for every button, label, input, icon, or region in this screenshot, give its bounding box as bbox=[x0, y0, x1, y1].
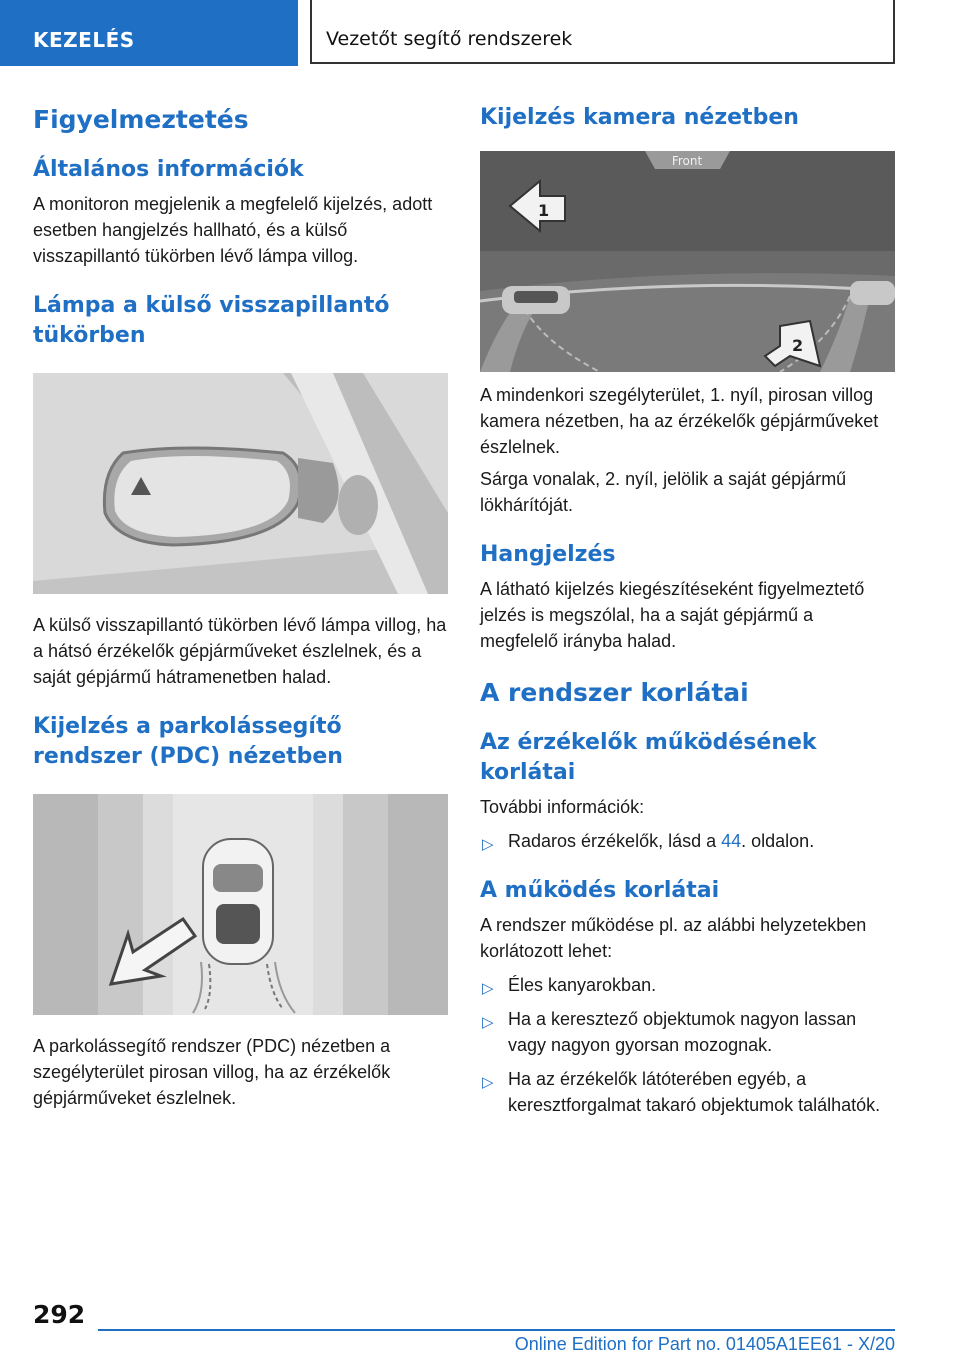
right-column bbox=[480, 100, 895, 1118]
camera-figure bbox=[480, 151, 895, 372]
section-title-warning: Figyelmeztetés bbox=[33, 105, 249, 134]
camera-text-1: A mindenkori szegélyterület, 1. nyíl, pirosan villog kamera nézetben, ha az érzékelők gépjárműveket észlelnek. bbox=[480, 385, 879, 457]
pdc-caption: A parkolássegítő rendszer (PDC) nézetben a szegélyterület pirosan villog, ha az érzékelők gépjárműveket észlelnek. bbox=[33, 1036, 391, 1108]
page-number: 292 bbox=[33, 1300, 86, 1329]
function-limits-intro: A rendszer működése pl. az alábbi helyzetekben korlátozott lehet: bbox=[480, 915, 867, 961]
mirror-caption: A külső visszapillantó tükörben lévő lámpa villog, ha a hátsó érzékelők gépjárműveket észlelnek, és a saját gépjármű hátramenetben halad. bbox=[33, 615, 447, 687]
front-label: Front bbox=[671, 154, 703, 168]
list-item: ▷ Ha a keresztező objektumok nagyon lassan vagy nagyon gyorsan mozognak. bbox=[482, 1009, 857, 1055]
list-item: ▷ Ha az érzékelők látóterében egyéb, a keresztforgalmat takaró objektumok találhatók. bbox=[482, 1069, 881, 1115]
sound-text: A látható kijelzés kiegészítéseként figyelmeztető jelzés is megszólal, ha a saját gépjármű a megfelelő irányba halad. bbox=[480, 579, 865, 651]
heading-mirror-lamp: Lámpa a külső visszapillantó tükörben bbox=[33, 293, 390, 348]
heading-sound-signal: Hangjelzés bbox=[480, 542, 616, 567]
heading-sensor-limits: Az érzékelők működésének korlátai bbox=[480, 730, 817, 785]
heading-function-limits: A működés korlátai bbox=[480, 878, 720, 903]
footer-edition: Online Edition for Part no. 01405A1EE61 - X/20 bbox=[514, 1334, 895, 1354]
triangle-right-icon: ▷ bbox=[482, 1073, 494, 1091]
pdc-figure bbox=[33, 794, 448, 1015]
triangle-right-icon: ▷ bbox=[482, 835, 494, 853]
section-title-system-limits: A rendszer korlátai bbox=[480, 678, 749, 707]
heading-pdc-display: Kijelzés a parkolássegítő rendszer (PDC) nézetben bbox=[33, 714, 343, 769]
triangle-right-icon: ▷ bbox=[482, 979, 494, 997]
list-item: ▷ Éles kanyarokban. bbox=[480, 972, 895, 998]
chapter-title: Vezetőt segítő rendszerek bbox=[310, 0, 895, 64]
heading-camera-view: Kijelzés kamera nézetben bbox=[480, 105, 799, 130]
footer-divider bbox=[98, 1329, 895, 1331]
sensor-limits-list bbox=[480, 828, 895, 854]
sensor-limits-intro: További információk: bbox=[480, 797, 645, 817]
list-item: ▷ Radaros érzékelők, lásd a 44. oldalon. bbox=[480, 828, 895, 854]
mirror-figure bbox=[33, 373, 448, 594]
marker-1-label: 1 bbox=[538, 201, 550, 220]
heading-general-info: Általános információk bbox=[33, 157, 304, 182]
section-tab: KEZELÉS bbox=[0, 0, 298, 66]
marker-2-label: 2 bbox=[792, 336, 804, 355]
page-link-44[interactable]: 44 bbox=[721, 831, 742, 851]
left-column bbox=[33, 100, 448, 1111]
mirror-illustration bbox=[33, 373, 448, 594]
general-info-text: A monitoron megjelenik a megfelelő kijelzés, adott esetben hangjelzés hallható, és a külső visszapillantó tükörben lévő lámpa villog. bbox=[33, 194, 433, 266]
pdc-illustration bbox=[33, 794, 448, 1015]
camera-illustration bbox=[480, 151, 895, 372]
triangle-right-icon: ▷ bbox=[482, 1013, 494, 1031]
camera-text-2: Sárga vonalak, 2. nyíl, jelölik a saját gépjármű lökhárítóját. bbox=[480, 469, 847, 515]
function-limits-list bbox=[480, 972, 895, 1118]
